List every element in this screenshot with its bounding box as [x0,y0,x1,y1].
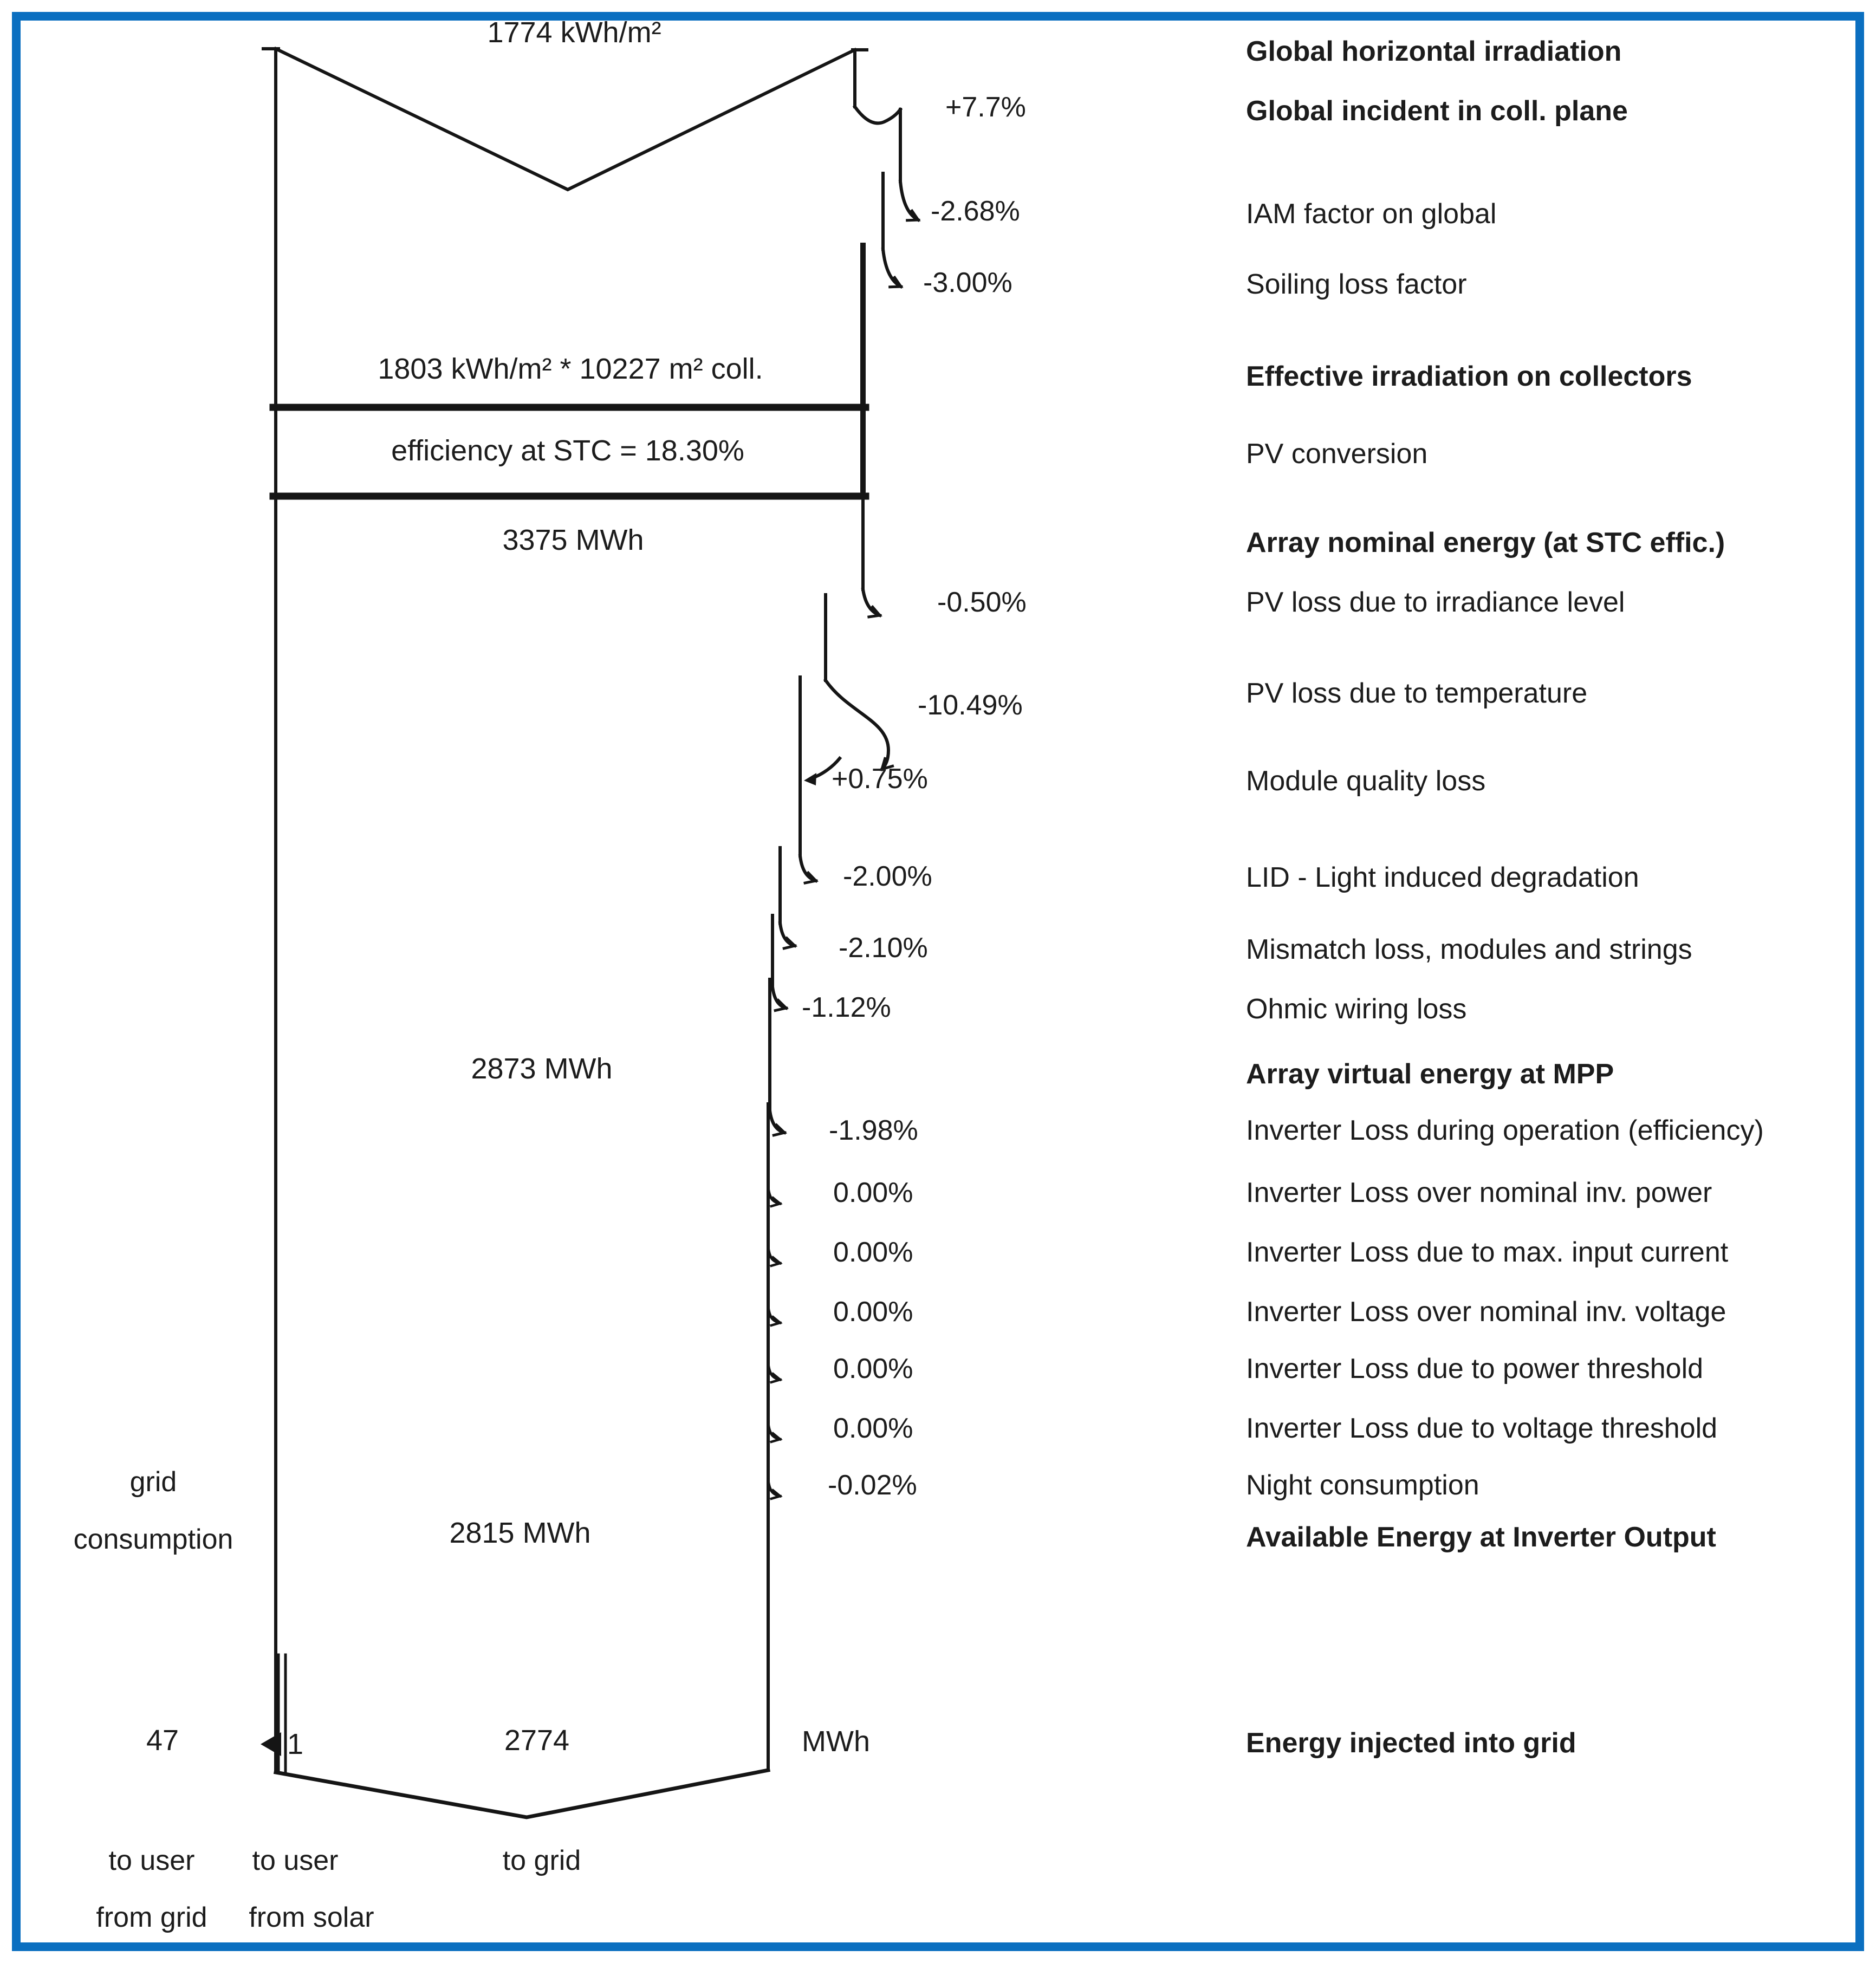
loss-arrow-mismatch [780,923,795,946]
stage-label-irradiance-loss: PV loss due to irradiance level [1246,587,1625,618]
value-effective-irradiation: 1803 kWh/m² * 10227 m² coll. [378,353,763,385]
flow-outline [263,49,918,1817]
loss-arrow-inverter-efficiency [770,1110,784,1133]
stage-label-lid: LID - Light induced degradation [1246,862,1639,893]
to-user-from-grid-label: to user [108,1845,195,1876]
from-grid-label: from grid [96,1902,207,1933]
pct-inverter-current: 0.00% [833,1237,913,1268]
stage-label-ohmic: Ohmic wiring loss [1246,993,1467,1025]
loss-arrow-inverter-voltage [768,1306,780,1323]
pct-inverter-power: 0.00% [833,1177,913,1208]
stage-label-inverter-voltage: Inverter Loss over nominal inv. voltage [1246,1296,1726,1328]
pct-inverter-efficiency: -1.98% [829,1115,918,1146]
value-to-user-from-grid: 47 [146,1724,179,1757]
stage-label-inverter-power: Inverter Loss over nominal inv. power [1246,1177,1712,1208]
solar-to-user-arrowhead [261,1732,281,1756]
pct-irradiance-loss: -0.50% [937,587,1027,618]
pct-mismatch: -2.10% [839,932,928,964]
pct-night-consumption: -0.02% [828,1470,917,1501]
stage-label-global-horizontal-irradiation: Global horizontal irradiation [1246,36,1622,67]
stage-label-available-energy: Available Energy at Inverter Output [1246,1522,1716,1553]
stage-label-effective-irradiation: Effective irradiation on collectors [1246,361,1692,392]
stage-label-soiling: Soiling loss factor [1246,269,1467,300]
loss-arrow-inverter-current [768,1247,780,1263]
pct-module-quality: +0.75% [832,763,928,795]
value-array-nominal-energy: 3375 MWh [502,524,644,556]
stage-label-pv-conversion: PV conversion [1246,438,1428,470]
module-quality-arrowhead [804,773,816,785]
stage-label-global-incident: Global incident in coll. plane [1246,95,1628,127]
value-to-user-from-solar: 1 [287,1728,304,1760]
stage-label-array-nominal-energy: Array nominal energy (at STC effic.) [1246,527,1725,558]
to-grid-label: to grid [502,1845,581,1876]
stage-label-inverter-efficiency: Inverter Loss during operation (efficiency) [1246,1115,1764,1146]
pct-ohmic: -1.12% [802,992,891,1023]
stage-label-power-threshold: Inverter Loss due to power threshold [1246,1353,1704,1384]
unit-mwh: MWh [802,1725,870,1758]
stage-label-module-quality: Module quality loss [1246,765,1486,797]
funnel-notch [276,49,855,190]
to-user-from-solar-label: to user [252,1845,339,1876]
grid-consumption-label-line1: grid [129,1466,177,1498]
stage-label-mismatch: Mismatch loss, modules and strings [1246,934,1692,965]
loss-arrow-voltage-threshold [768,1423,780,1439]
pct-temperature-loss: -10.49% [918,690,1023,721]
loss-arrow-ohmic [773,987,786,1008]
pct-iam: -2.68% [931,196,1020,227]
stage-label-temperature-loss: PV loss due to temperature [1246,678,1588,709]
pct-voltage-threshold: 0.00% [833,1413,913,1444]
stage-label-inverter-current: Inverter Loss due to max. input current [1246,1237,1729,1268]
stage-label-iam: IAM factor on global [1246,198,1497,230]
value-global-horizontal-irradiation: 1774 kWh/m² [487,16,661,49]
stage-label-night-consumption: Night consumption [1246,1470,1479,1501]
value-to-grid: 2774 [504,1724,570,1757]
pct-lid: -2.00% [843,861,932,892]
loss-arrow-temperature [826,680,888,769]
loss-arrow-soiling [883,249,901,287]
stage-label-voltage-threshold: Inverter Loss due to voltage threshold [1246,1413,1718,1444]
value-array-virtual-energy-mpp: 2873 MWh [471,1052,613,1085]
value-available-energy-inverter: 2815 MWh [449,1517,591,1549]
loss-arrow-inverter-power [768,1187,780,1204]
grid-consumption-label-line2: consumption [73,1524,233,1555]
stage-label-energy-injected: Energy injected into grid [1246,1727,1576,1759]
gain-step-incident [855,107,900,123]
loss-arrow-power-threshold [768,1363,780,1380]
stage-label-array-virtual-energy-mpp: Array virtual energy at MPP [1246,1058,1614,1090]
frame-border [16,16,1860,1947]
loss-arrow-irradiance [863,589,880,615]
loss-arrow-lid [800,856,816,881]
output-arrow-to-grid [276,1770,768,1817]
value-pv-conversion-efficiency: efficiency at STC = 18.30% [391,434,744,467]
pct-global-incident: +7.7% [945,92,1026,123]
pct-inverter-voltage: 0.00% [833,1296,913,1328]
loss-arrow-night-consumption [768,1480,780,1496]
pct-power-threshold: 0.00% [833,1353,913,1384]
pct-soiling: -3.00% [923,267,1012,298]
loss-arrow-iam [900,181,918,220]
from-solar-label: from solar [249,1902,374,1933]
